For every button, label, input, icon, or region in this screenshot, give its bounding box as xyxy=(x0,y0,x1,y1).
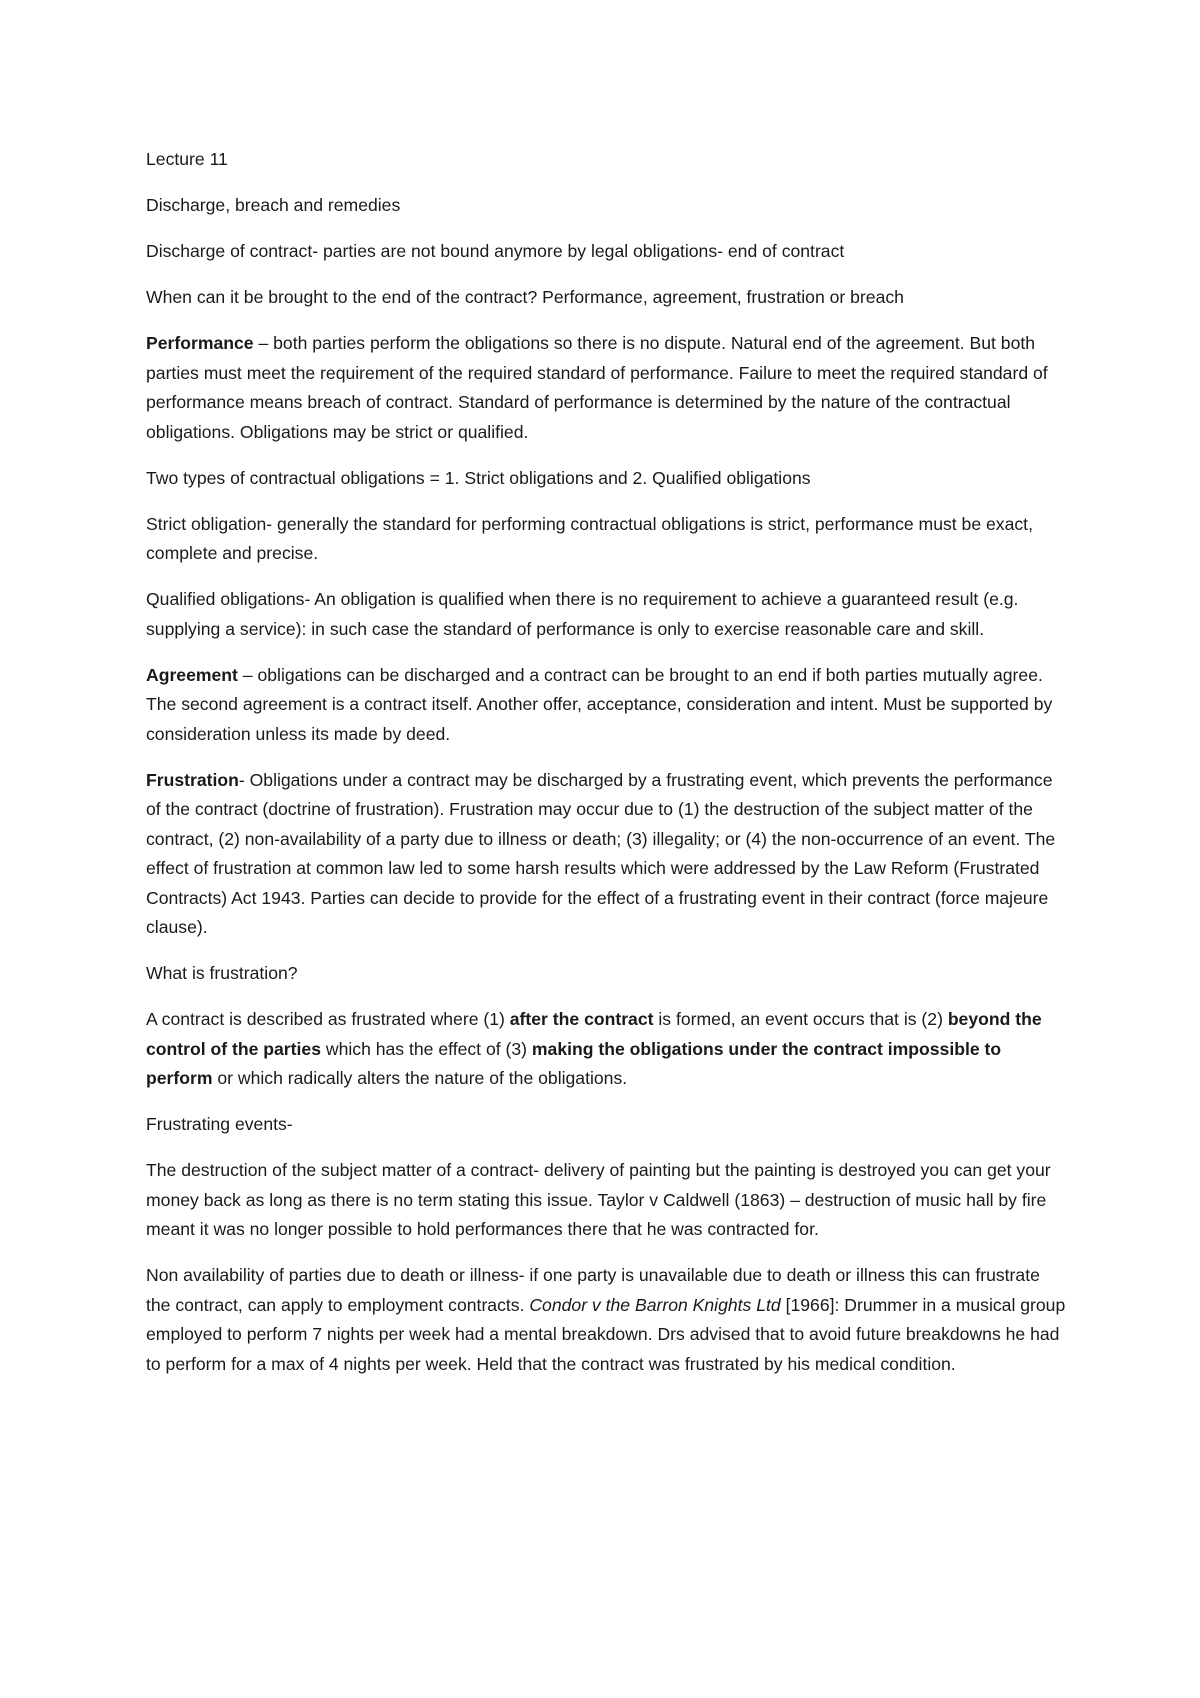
lecture-topic: Discharge, breach and remedies xyxy=(146,195,401,215)
agreement-paragraph: Agreement – obligations can be discharged and a contract can be brought to an end if both parties mutually agree. The second agreement is a contract itself. Another offer, acceptance, consideration and intent. Must be supported by consideration unless its made by deed. xyxy=(146,664,1053,744)
agreement-term: Agreement xyxy=(146,664,238,685)
discharge-definition: Discharge of contract- parties are not bound anymore by legal obligations- end of contract xyxy=(146,241,845,261)
performance-term: Performance xyxy=(146,333,254,353)
frustrating-events-heading: Frustrating events- xyxy=(146,1114,293,1134)
performance-paragraph: Performance – both parties perform the obligations so there is no dispute. Natural end of the agreement. But both parties must meet the requirement of the required standard of performance. Failure to meet the required standard of performance means breach of contract. Standard of performance is determined by the nature of the contractual obligations. Obligations may be strict or qualified. xyxy=(146,333,1048,442)
destruction-paragraph: The destruction of the subject matter of a contract- delivery of painting but the painting is destroyed you can get your money back as long as there is no term stating this issue. Taylor v Caldwell (1863) – destruction of music hall by fire meant it was no longer possible to hold performances there that he was contracted for. xyxy=(146,1160,1051,1239)
frustration-definition: A contract is described as frustrated where (1) after the contract is formed, an event occurs that is (2) beyond the control of the parties which has the effect of (3) making the obligations under the contract impossible to perform or which radically alters the nature of the obligations. xyxy=(146,1009,1042,1088)
obligation-types: Two types of contractual obligations = 1. Strict obligations and 2. Qualified obligations xyxy=(146,467,811,488)
document-page xyxy=(146,145,1066,1396)
discharge-methods: When can it be brought to the end of the contract? Performance, agreement, frustration or breach xyxy=(146,287,904,307)
strict-obligation-paragraph: Strict obligation- generally the standard for performing contractual obligations is strict, performance must be exact, complete and precise. xyxy=(146,513,1033,563)
case-name: Condor v the Barron Knights Ltd xyxy=(529,1294,781,1315)
qualified-obligation-paragraph: Qualified obligations- An obligation is qualified when there is no requirement to achieve a guaranteed result (e.g. supplying a service): in such case the standard of performance is only to exercise reasonable care and skill. xyxy=(146,589,1019,639)
frustration-term: Frustration xyxy=(146,769,239,790)
frustration-question: What is frustration? xyxy=(146,963,298,983)
lecture-heading: Lecture 11 xyxy=(146,149,228,169)
non-availability-paragraph: Non availability of parties due to death or illness- if one party is unavailable due to death or illness this can frustrate the contract, can apply to employment contracts. Condor v the Barron Knights Ltd [1966]: Drummer in a musical group employed to perform 7 nights per week had a mental breakdown. Drs advised that to avoid future breakdowns he had to perform for a max of 4 nights per week. Held that the contract was frustrated by his medical condition. xyxy=(146,1265,1066,1374)
frustration-paragraph: Frustration- Obligations under a contract may be discharged by a frustrating event, which prevents the performance of the contract (doctrine of frustration). Frustration may occur due to (1) the destruction of the subject matter of the contract, (2) non-availability of a party due to illness or death; (3) illegality; or (4) the non-occurrence of an event. The effect of frustration at common law led to some harsh results which were addressed by the Law Reform (Frustrated Contracts) Act 1943. Parties can decide to provide for the effect of a frustrating event in their contract (force majeure clause). xyxy=(146,769,1056,937)
